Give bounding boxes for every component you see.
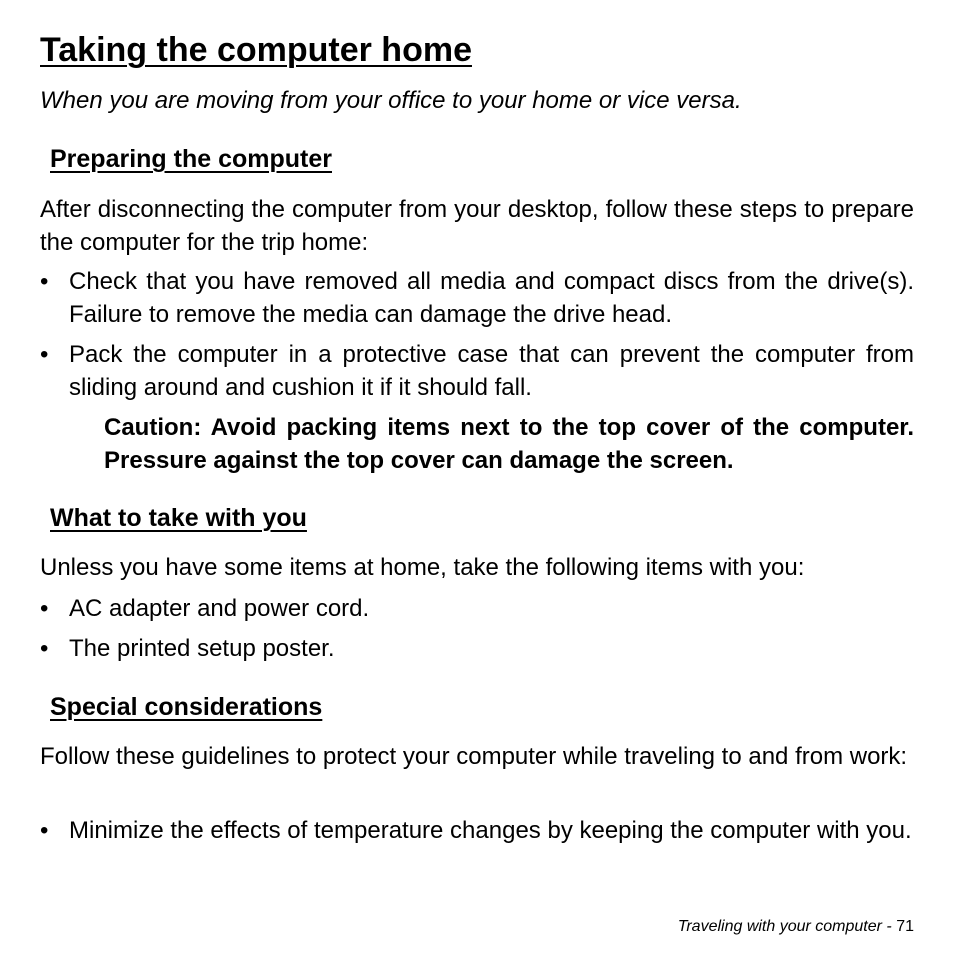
list-item [40, 815, 914, 848]
section-heading-preparing: Preparing the computer [50, 145, 332, 173]
list-item-text: The printed setup poster. [69, 635, 335, 662]
footer-section-label: Traveling with your computer - [677, 918, 892, 935]
page-footer [678, 916, 914, 938]
bullet-marker: • [40, 341, 49, 368]
bullet-marker: • [40, 635, 49, 662]
bullet-marker: • [40, 268, 49, 295]
page-subtitle: When you are moving from your office to your home or vice versa. [40, 87, 742, 114]
list-item [40, 633, 914, 666]
section-intro-special: Follow these guidelines to protect your computer while traveling to and from work: [40, 743, 908, 770]
section-intro-preparing: After disconnecting the computer from your desktop, follow these steps to prepare the computer for the trip home: [40, 196, 914, 256]
caution-note: Caution: Avoid packing items next to the top cover of the computer. Pressure against the top cover can damage the screen. [104, 414, 914, 474]
page-number: 71 [896, 918, 914, 935]
list-item-text: AC adapter and power cord. [69, 595, 370, 622]
list-item-text: Minimize the effects of temperature changes by keeping the computer with you. [69, 817, 912, 844]
section-heading-what-to-take: What to take with you [50, 504, 307, 532]
section-heading-special: Special considerations [50, 693, 323, 721]
bullet-marker: • [40, 817, 49, 844]
list-item [40, 266, 914, 331]
bullet-marker: • [40, 595, 49, 622]
list-item [40, 593, 914, 626]
list-item [40, 339, 914, 404]
list-item-text: Pack the computer in a protective case that can prevent the computer from sliding around and cushion it if it should fall. [69, 341, 914, 401]
page-title: Taking the computer home [40, 31, 472, 69]
section-intro-what-to-take: Unless you have some items at home, take the following items with you: [40, 554, 805, 581]
list-item-text: Check that you have removed all media and compact discs from the drive(s). Failure to remove the media can damage the drive head. [69, 268, 914, 328]
